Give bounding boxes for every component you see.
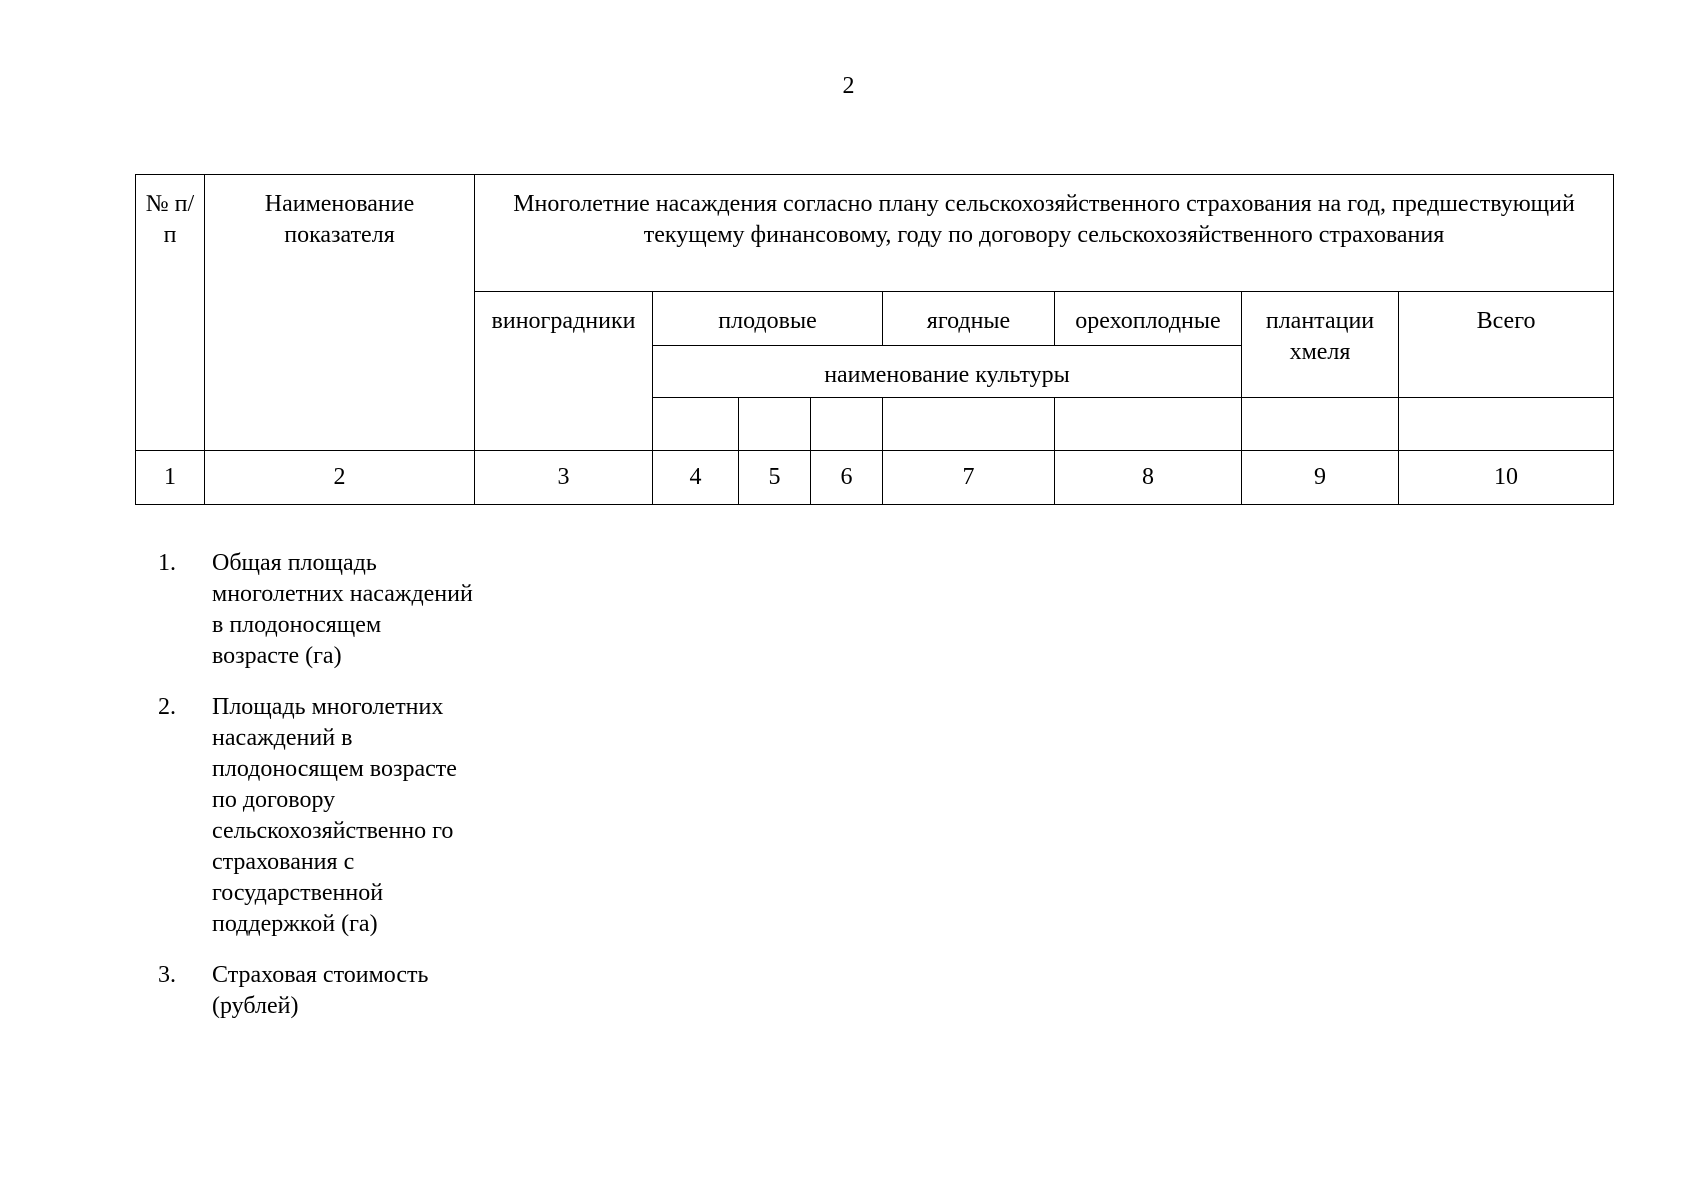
header-total-label: Всего [1476,308,1536,334]
header-nut-label: орехоплодные [1075,308,1221,334]
column-number-cell: 9 [1242,451,1399,505]
culture-name-label: наименование культуры [824,362,1070,388]
indicator-text: Страховая стоимость (рублей) [212,962,429,1019]
header-fruit-label: плодовые [718,308,817,334]
header-hop-cell [1242,292,1399,398]
indicator-item [158,692,488,940]
empty-cell [1399,398,1614,451]
header-hop-label: плантации хмеля [1265,308,1375,365]
page-number: 2 [842,73,855,99]
column-number-cell: 8 [1055,451,1242,505]
column-number-cell: 10 [1399,451,1614,505]
column-number-cell: 7 [883,451,1055,505]
insurance-plan-table [135,174,1614,505]
column-number-cell: 1 [136,451,205,505]
empty-cell [1055,398,1242,451]
header-name-label: Наименование показателя [264,191,415,248]
indicator-number: 2. [158,694,176,720]
indicator-text: Общая площадь многолетних насаждений в плодоносящем возрасте (га) [212,550,473,669]
indicator-number: 3. [158,962,176,988]
indicator-text: Площадь многолетних насаждений в плодоносящем возрасте по договору сельскохозяйственно го страхования с государственной поддержкой (га) [212,694,457,937]
header-name-cell [205,175,475,451]
column-number-cell: 3 [475,451,653,505]
empty-cell [1242,398,1399,451]
indicator-number: 1. [158,550,176,576]
header-num-label: № п/п [145,191,195,248]
culture-name-cell [653,346,1242,398]
header-main-label: Многолетние насаждения согласно плану сельскохозяйственного страхования на год, предшествующий текущему финансовому, году по договору сельскохозяйственного страхования [513,191,1575,248]
indicator-list [158,548,488,1042]
empty-cell [739,398,811,451]
header-fruit-cell [653,292,883,346]
column-number-cell: 4 [653,451,739,505]
header-nut-cell [1055,292,1242,346]
header-vineyards-cell [475,292,653,451]
header-main-cell [475,175,1614,292]
header-berry-label: ягодные [926,308,1011,334]
column-number-cell: 2 [205,451,475,505]
column-number-cell: 6 [811,451,883,505]
empty-cell [883,398,1055,451]
empty-cell [653,398,739,451]
column-number-cell: 5 [739,451,811,505]
header-berry-cell [883,292,1055,346]
header-num-cell [136,175,205,451]
empty-cell [811,398,883,451]
indicator-item [158,960,488,1022]
header-total-cell [1399,292,1614,398]
indicator-item [158,548,488,672]
header-vineyards-label: виноградники [491,308,636,334]
